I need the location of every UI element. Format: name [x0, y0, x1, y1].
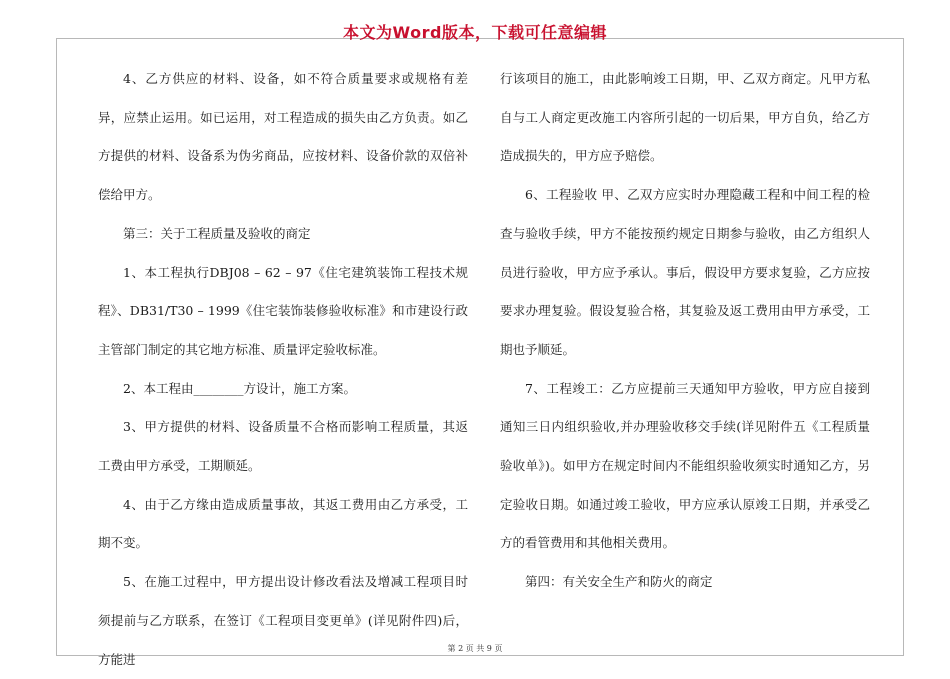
- paragraph-continued: 行该项目的施工，由此影响竣工日期，甲、乙双方商定。凡甲方私自与工人商定更改施工内容所引起的一切后果，甲方自负，给乙方造成损失的，甲方应予赔偿。: [500, 71, 870, 164]
- left-column: [98, 60, 468, 679]
- page-number: 第 2 页 共 9 页: [447, 644, 503, 653]
- paragraph: 5、在施工过程中，甲方提出设计修改看法及增减工程项目时须提前与乙方联系，在签订《工程项目变更单》(详见附件四)后，方能进: [98, 574, 468, 667]
- paragraph: 4、乙方供应的材料、设备，如不符合质量要求或规格有差异，应禁止运用。如已运用，对工程造成的损失由乙方负责。如乙方提供的材料、设备系为伪劣商品，应按材料、设备价款的双倍补偿给甲方。: [98, 71, 468, 203]
- paragraph: 7、工程竣工：乙方应提前三天通知甲方验收，甲方应自接到通知三日内组织验收,并办理验收移交手续(详见附件五《工程质量验收单》)。如甲方在规定时间内不能组织验收须实时通知乙方，另定验收日期。如通过竣工验收，甲方应承认原竣工日期，并承受乙方的看管费用和其他相关费用。: [500, 380, 870, 551]
- download-banner: 本文为Word版本，下载可任意编辑: [343, 23, 607, 42]
- paragraph: 2、本工程由________方设计，施工方案。: [123, 380, 356, 396]
- paragraph: 6、工程验收 甲、乙双方应实时办理隐藏工程和中间工程的检查与验收手续，甲方不能按预约规定日期参与验收，由乙方组织人员进行验收，甲方应予承认。事后，假设甲方要求复验，乙方应按要求办理复验。假设复验合格，其复验及返工费用由甲方承受，工期也予顺延。: [500, 187, 870, 357]
- section-heading: 第四：有关安全生产和防火的商定: [525, 574, 713, 590]
- paragraph: 3、甲方提供的材料、设备质量不合格而影响工程质量，其返工费由甲方承受，工期顺延。: [98, 419, 468, 474]
- right-column: [500, 60, 870, 602]
- paragraph: 4、由于乙方缘由造成质量事故，其返工费用由乙方承受，工期不变。: [98, 496, 468, 551]
- paragraph: 1、本工程执行DBJ08 – 62 – 97《住宅建筑装饰工程技术规程》、DB31/T30 – 1999《住宅装饰装修验收标准》和市建设行政主管部门制定的其它地方标准、质量评定验收标准。: [98, 264, 468, 357]
- section-heading: 第三：关于工程质量及验收的商定: [123, 225, 311, 241]
